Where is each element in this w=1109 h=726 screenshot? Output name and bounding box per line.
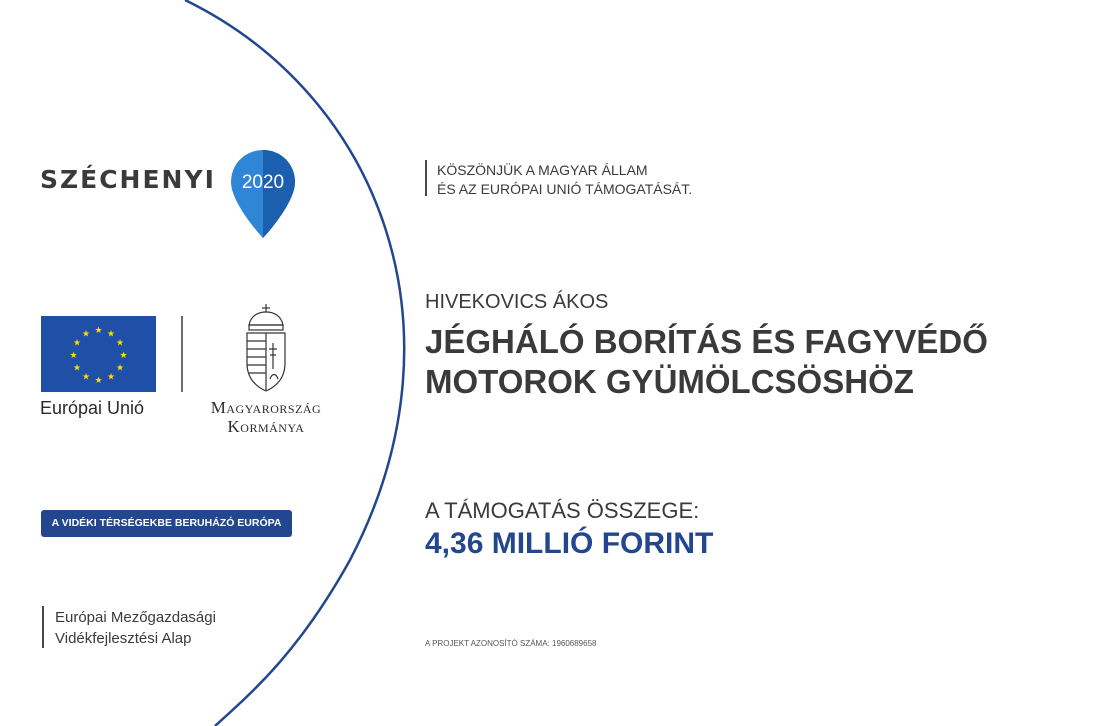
eu-label: Európai Unió bbox=[40, 398, 145, 418]
eu-flag-icon bbox=[41, 316, 156, 392]
thanks-bar bbox=[425, 160, 427, 196]
project-title-line1: JÉGHÁLÓ BORÍTÁS ÉS FAGYVÉDŐ bbox=[425, 323, 988, 360]
coat-of-arms-icon bbox=[243, 303, 289, 393]
fund-name-line1: Európai Mezőgazdasági bbox=[55, 609, 216, 626]
europe-badge: A VIDÉKI TÉRSÉGEKBE BERUHÁZÓ EURÓPA bbox=[41, 510, 292, 537]
amount-label: A TÁMOGATÁS ÖSSZEGE: bbox=[425, 498, 700, 523]
fund-name-line2: Vidékfejlesztési Alap bbox=[55, 630, 192, 647]
svg-text:★: ★ bbox=[119, 351, 128, 361]
svg-text:★: ★ bbox=[115, 363, 125, 374]
government-label-line1: Magyarország bbox=[210, 398, 322, 417]
amount-value: 4,36 MILLIÓ FORINT bbox=[425, 527, 714, 560]
thanks-line2: ÉS AZ EURÓPAI UNIÓ TÁMOGATÁSÁT. bbox=[437, 181, 693, 197]
svg-text:★: ★ bbox=[94, 376, 103, 386]
government-label bbox=[190, 398, 342, 436]
svg-text:★: ★ bbox=[72, 338, 82, 349]
svg-text:★: ★ bbox=[81, 329, 91, 340]
svg-text:★: ★ bbox=[69, 351, 78, 361]
thanks-line1: KÖSZÖNJÜK A MAGYAR ÁLLAM bbox=[437, 162, 648, 178]
location-pin-icon bbox=[228, 148, 298, 240]
government-label-line2: Kormánya bbox=[227, 417, 305, 436]
fund-name bbox=[55, 607, 216, 649]
svg-text:★: ★ bbox=[106, 329, 116, 340]
logo-divider bbox=[181, 316, 183, 392]
svg-text:★: ★ bbox=[81, 372, 91, 383]
svg-text:★: ★ bbox=[72, 363, 82, 374]
svg-text:★: ★ bbox=[94, 326, 103, 336]
svg-text:★: ★ bbox=[115, 338, 125, 349]
szechenyi-year: 2020 bbox=[241, 172, 285, 193]
beneficiary-name: HIVEKOVICS ÁKOS bbox=[425, 291, 609, 313]
fund-bar bbox=[42, 606, 44, 648]
thanks-text bbox=[437, 161, 692, 199]
szechenyi-wordmark: SZÉCHENYI bbox=[40, 165, 216, 194]
project-title-line2: MOTOROK GYÜMÖLCSÖSHÖZ bbox=[425, 363, 914, 400]
project-id: A PROJEKT AZONOSÍTÓ SZÁMA: 1960689658 bbox=[425, 639, 597, 648]
svg-text:★: ★ bbox=[106, 372, 116, 383]
project-title bbox=[425, 322, 988, 402]
